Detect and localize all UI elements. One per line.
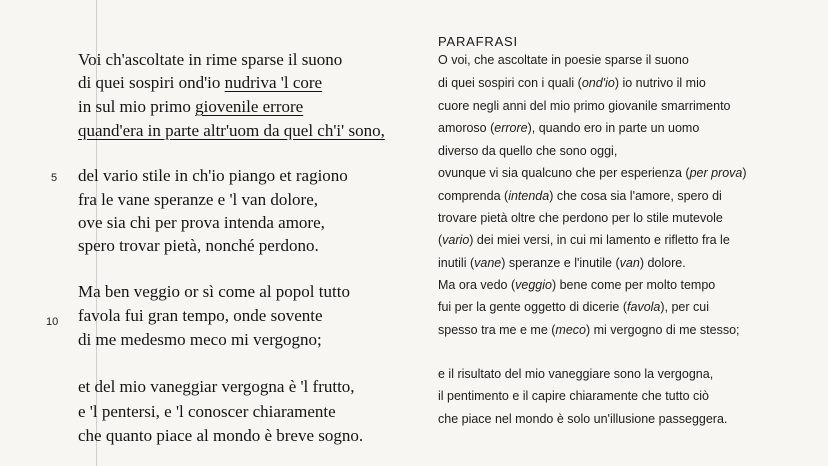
verse-text: di me medesmo meco mi vergogno; (78, 330, 322, 349)
parafrasi-line (438, 52, 689, 68)
parafrasi-text: spesso tra me e me ( (438, 323, 556, 337)
verse-text: favola fui gran tempo, onde sovente (78, 306, 323, 325)
parafrasi-text: Ma ora vedo ( (438, 278, 516, 292)
verse-number: 10 (46, 316, 59, 328)
verse-line (78, 50, 342, 70)
parafrasi-text: ) dolore. (639, 256, 686, 270)
verse-text: in sul mio primo (78, 97, 196, 116)
verse-text: del vario stile in ch'io piango et ragiono (78, 166, 348, 185)
verse-text: di quei sospiri ond'io (78, 73, 225, 92)
parafrasi-line (438, 210, 723, 226)
parafrasi-line (438, 366, 713, 382)
verse-line (78, 73, 322, 93)
parafrasi-line (438, 322, 740, 338)
parafrasi-text: fui per la gente oggetto di dicerie ( (438, 300, 628, 314)
verse-underlined-text: quand'era in parte altr'uom da quel ch'i' sono, (78, 121, 385, 140)
verse-line (78, 97, 303, 117)
parafrasi-line (438, 143, 617, 159)
parafrasi-text: diverso da quello che sono oggi, (438, 144, 618, 158)
parafrasi-text: di quei sospiri con i quali ( (438, 76, 582, 90)
verse-text: ove sia chi per prova intenda amore, (78, 213, 325, 232)
parafrasi-line (438, 388, 709, 404)
verse-text: che quanto piace al mondo è breve sogno. (78, 426, 364, 445)
parafrasi-text: ) mi vergogno di me stesso; (585, 323, 740, 337)
verse-text: Ma ben veggio or sì come al popol tutto (78, 282, 350, 301)
parafrasi-text: ), quando ero in parte un uomo (527, 121, 700, 135)
parafrasi-column (438, 0, 828, 466)
verse-line (78, 426, 363, 446)
parafrasi-text: ovunque vi sia qualcuno che per esperienza ( (438, 166, 690, 180)
parafrasi-line (438, 411, 727, 427)
parafrasi-text: ) io nutrivo il mio (614, 76, 706, 90)
parafrasi-text: inutili ( (438, 256, 475, 270)
parafrasi-line (438, 75, 706, 91)
parafrasi-gloss-term: vario (442, 233, 470, 247)
verse-text: et del mio vaneggiar vergogna è 'l frutto, (78, 377, 355, 396)
verse-text: spero trovar pietà, nonché perdono. (78, 236, 319, 255)
verse-line (78, 121, 385, 141)
parafrasi-text: amoroso ( (438, 121, 495, 135)
verse-number: 5 (51, 172, 58, 184)
verse-line (78, 377, 355, 397)
parafrasi-gloss-term: meco (555, 323, 586, 337)
parafrasi-text: che piace nel mondo è solo un'illusione passeggera. (438, 412, 728, 426)
parafrasi-gloss-term: favola (627, 300, 661, 314)
parafrasi-line (438, 98, 731, 114)
parafrasi-line (438, 299, 709, 315)
parafrasi-gloss-term: van (619, 256, 640, 270)
verse-text: fra le vane speranze e 'l van dolore, (78, 190, 318, 209)
verse-text: Voi ch'ascoltate in rime sparse il suono (78, 50, 343, 69)
parafrasi-text: trovare pietà oltre che perdono per lo stile mutevole (438, 211, 723, 225)
verse-text: e 'l pentersi, e 'l conoscer chiaramente (78, 402, 336, 421)
parafrasi-text: ( (438, 233, 443, 247)
verse-underlined-text: nudriva 'l core (224, 73, 323, 92)
parafrasi-gloss-term: veggio (515, 278, 552, 292)
parafrasi-line (438, 120, 699, 136)
parafrasi-gloss-term: ond'io (581, 76, 615, 90)
parafrasi-text: ) speranze e l'inutile ( (501, 256, 620, 270)
parafrasi-text: ) bene come per molto tempo (551, 278, 716, 292)
verse-line (78, 282, 350, 302)
parafrasi-gloss-term: per prova (689, 166, 743, 180)
parafrasi-line (438, 165, 747, 181)
parafrasi-text: ) che cosa sia l'amore, spero di (549, 189, 722, 203)
verse-line (78, 236, 319, 256)
parafrasi-text: il pentimento e il capire chiaramente che tutto ciò (438, 389, 709, 403)
parafrasi-gloss-term: vane (474, 256, 502, 270)
verse-line (78, 402, 336, 422)
verse-line (78, 213, 325, 233)
verse-line (78, 306, 323, 326)
verse-line (78, 166, 348, 186)
parafrasi-text: e il risultato del mio vaneggiare sono la vergogna, (438, 367, 714, 381)
verse-line (78, 330, 322, 350)
parafrasi-text: ), per cui (660, 300, 710, 314)
verse-underlined-text: giovenile errore (195, 97, 304, 116)
parafrasi-text: comprenda ( (438, 189, 509, 203)
parafrasi-text: O voi, che ascoltate in poesie sparse il suono (438, 53, 689, 67)
parafrasi-line (438, 277, 715, 293)
parafrasi-gloss-term: intenda (508, 189, 550, 203)
parafrasi-text: ) dei miei versi, in cui mi lamento e rifletto fra le (469, 233, 730, 247)
parafrasi-gloss-term: errore (494, 121, 528, 135)
parafrasi-line (438, 188, 722, 204)
parafrasi-title: PARAFRASI (438, 34, 518, 49)
parafrasi-text: ) (742, 166, 747, 180)
verse-line (78, 190, 318, 210)
parafrasi-line (438, 232, 730, 248)
parafrasi-text: cuore negli anni del mio primo giovanile smarrimento (438, 99, 731, 113)
parafrasi-line (438, 255, 686, 271)
